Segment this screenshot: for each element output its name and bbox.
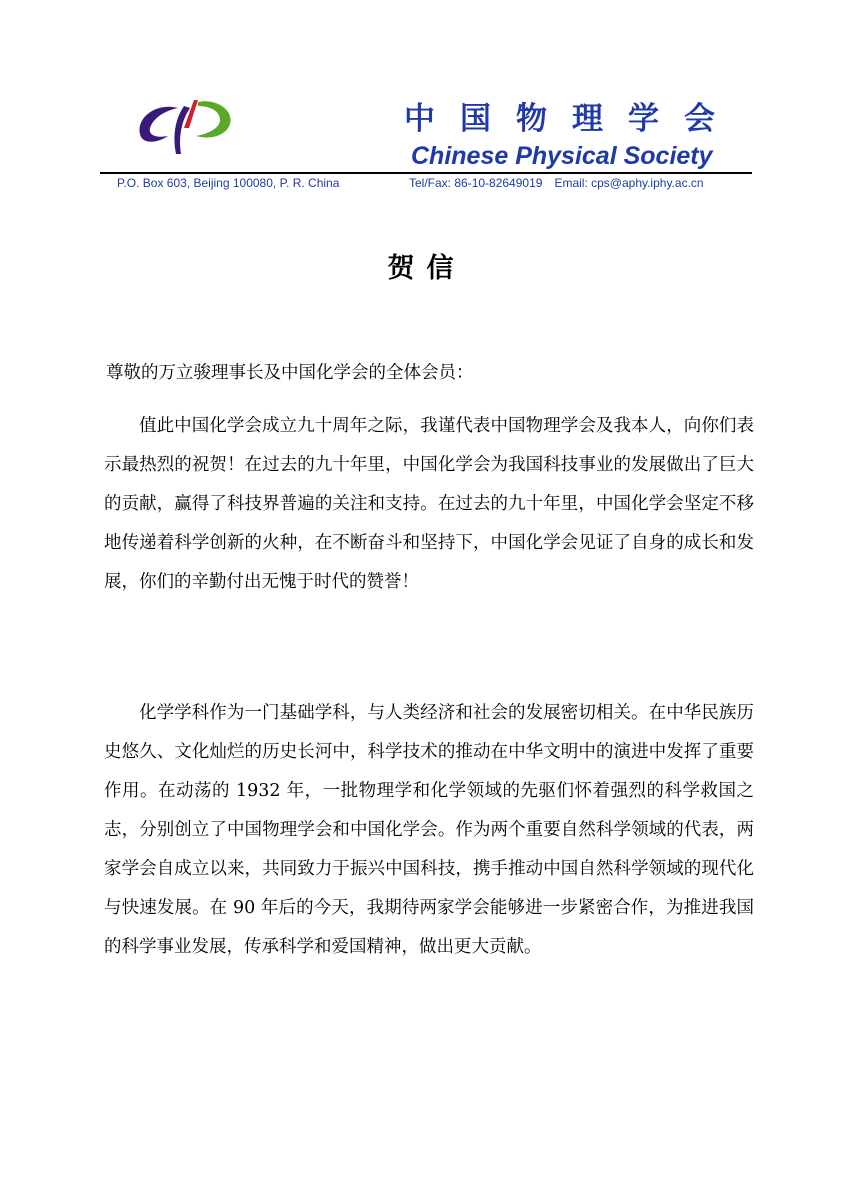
contact-info bbox=[409, 176, 704, 190]
org-name-english: Chinese Physical Society bbox=[411, 142, 713, 170]
letter-title: 贺信 bbox=[387, 253, 466, 284]
tel-fax: Tel/Fax: 86-10-82649019 bbox=[409, 176, 543, 190]
postal-address: P.O. Box 603, Beijing 100080, P. R. China bbox=[117, 176, 340, 190]
email-address: Email: cps@aphy.iphy.ac.cn bbox=[554, 176, 704, 190]
cps-logo-icon bbox=[132, 94, 236, 160]
paragraph-2: 化学学科作为一门基础学科，与人类经济和社会的发展密切相关。在中华民族历史悠久、文化灿烂的历史长河中，科学技术的推动在中华文明中的演进中发挥了重要作用。在动荡的 1932 年，一批物理学和化学领域的先驱们怀着强烈的科学救国之志，分别创立了中国物理学会和中国化学会。作为两个重要自然科学领域的代表，两家学会自成立以来，共同致力于振兴中国科技，携手推动中国自然科学领域的现代化与快速发展。在 90 年后的今天，我期待两家学会能够进一步紧密合作，为推进我国的科学事业发展，传承科学和爱国精神，做出更大贡献。 bbox=[104, 703, 754, 957]
header-divider bbox=[100, 172, 752, 174]
paragraph-1: 值此中国化学会成立九十周年之际，我谨代表中国物理学会及我本人，向你们表示最热烈的祝贺！在过去的九十年里，中国化学会为我国科技事业的发展做出了巨大的贡献，赢得了科技界普遍的关注和支持。在过去的九十年里，中国化学会坚定不移地传递着科学创新的火种，在不断奋斗和坚持下，中国化学会见证了自身的成长和发展，你们的辛勤付出无愧于时代的赞誉！ bbox=[104, 416, 754, 592]
org-name-chinese: 中国物理学会 bbox=[404, 101, 740, 137]
salutation: 尊敬的万立骏理事长及中国化学会的全体会员： bbox=[106, 363, 474, 383]
